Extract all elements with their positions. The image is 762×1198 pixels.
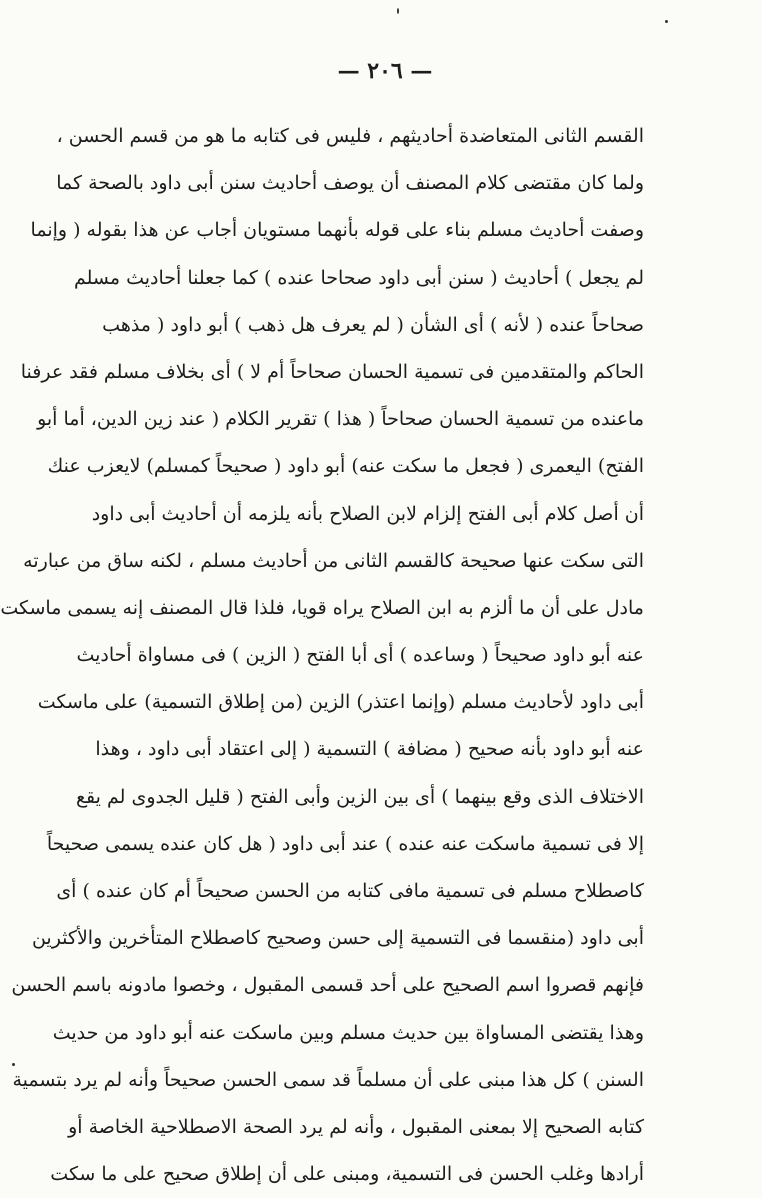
text-line: أبى داود (منقسما فى التسمية إلى حسن وصحيح كاصطلاح المتأخرين والأكثرين (31, 927, 644, 950)
text-line: الفتح) اليعمرى ( فجعل ما سكت عنه) أبو داود ( صحيحاً كمسلم) لايعزب عنك (47, 455, 644, 478)
body-text (0, 113, 644, 1198)
scan-speck (397, 8, 399, 14)
page-number: — ٢٠٦ — (337, 58, 433, 84)
text-line: كتابه الصحيح إلا بمعنى المقبول ، وأنه لم يرد الصحة الاصطلاحية الخاصة أو (68, 1115, 644, 1138)
text-line: التى سكت عنها صحيحة كالقسم الثانى من أحاديث مسلم ، لكنه ساق من عبارته (23, 549, 644, 572)
text-line: عنه أبو داود صحيحاً ( وساعده ) أى أبا الفتح ( الزين ) فى مساواة أحاديث (76, 644, 644, 667)
text-line: عنه أبو داود بأنه صحيح ( مضافة ) التسمية ( إلى اعتقاد أبى داود ، وهذا (95, 738, 644, 761)
scan-speck (12, 1063, 15, 1066)
text-line: ماعنده من تسمية الحسان صحاحاً ( هذا ) تقرير الكلام ( عند زين الدين، أما أبو (37, 408, 644, 431)
text-line: أرادها وغلب الحسن فى التسمية، ومبنى على أن إطلاق صحيح على ما سكت (50, 1163, 644, 1186)
text-line: كاصطلاح مسلم فى تسمية مافى كتابه من الحسن صحيحاً أم كان عنده ) أى (56, 880, 644, 902)
scan-speck (665, 20, 668, 23)
text-line: الاختلاف الذى وقع بينهما ) أى بين الزين وأبى الفتح ( قليل الجدوى لم يقع (75, 785, 644, 808)
text-line: صحاحاً عنده ( لأنه ) أى الشأن ( لم يعرف هل ذهب ) أبو داود ( مذهب (102, 313, 644, 336)
text-line: إلا فى تسمية ماسكت عنه عنده ) عند أبى داود ( هل كان عنده يسمى صحيحاً (46, 832, 644, 855)
text-line: القسم الثانى المتعاضدة أحاديثهم ، فليس فى كتابه ما هو من قسم الحسن ، (56, 125, 644, 147)
text-line: أبى داود لأحاديث مسلم (وإنما اعتذر) الزين (من إطلاق التسمية) على ماسكت (37, 691, 644, 714)
text-line: فإنهم قصروا اسم الصحيح على أحد قسمى المقبول ، وخصوا مادونه باسم الحسن (11, 974, 644, 997)
text-line: وصفت أحاديث مسلم بناء على قوله بأنهما مستويان أجاب عن هذا بقوله ( وإنما (30, 219, 644, 242)
text-line: وهذا يقتضى المساواة بين حديث مسلم وبين ماسكت عنه أبو داود من حديث (52, 1021, 644, 1044)
text-line: لم يجعل ) أحاديث ( سنن أبى داود صحاحا عنده ) كما جعلنا أحاديث مسلم (74, 266, 644, 289)
text-line: السنن ) كل هذا مبنى على أن مسلماً قد سمى الحسن صحيحاً وأنه لم يرد بتسمية (12, 1068, 644, 1091)
text-line: ولما كان مقتضى كلام المصنف أن يوصف أحاديث سنن أبى داود بالصحة كما (56, 172, 644, 195)
text-line: أن أصل كلام أبى الفتح إلزام لابن الصلاح بأنه يلزمه أن أحاديث أبى داود (91, 502, 644, 525)
text-line: مادل على أن ما ألزم به ابن الصلاح يراه قويا، فلذا قال المصنف إنه يسمى ماسكت (0, 596, 644, 619)
text-line: الحاكم والمتقدمين فى تسمية الحسان صحاحاً أم لا ) أى بخلاف مسلم فقد عرفنا (20, 360, 644, 383)
